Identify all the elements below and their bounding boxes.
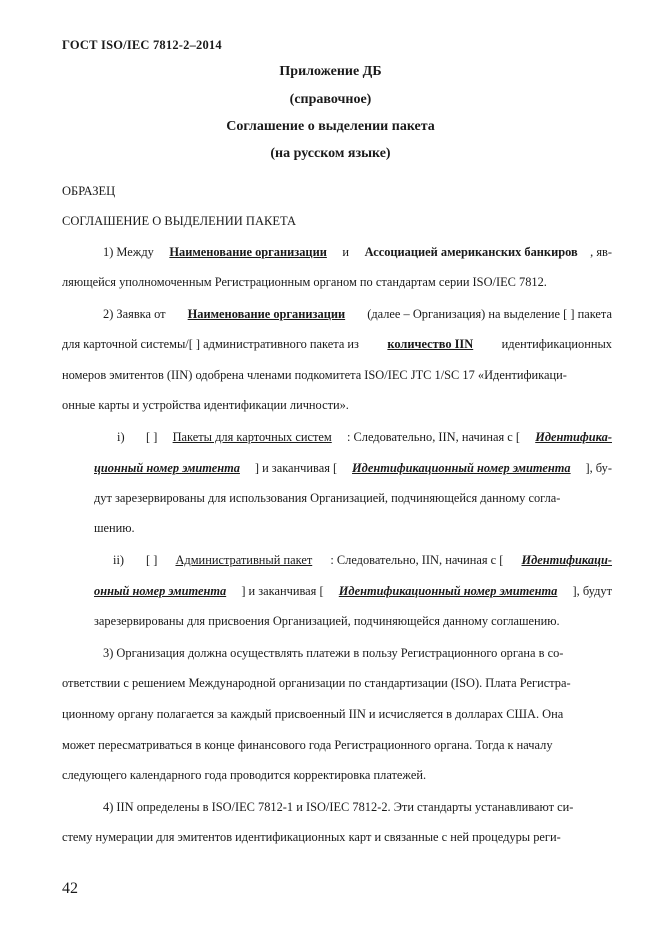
organization-name-placeholder: Наименование организации: [169, 245, 327, 259]
paragraph-3-line: может пересматриваться в конце финансового года Регистрационного органа. Тогда к началу: [62, 738, 553, 752]
item-i-line: дут зарезервированы для использования Организацией, подчиняющейся данному согла-: [94, 491, 561, 505]
item-i-number: i): [117, 430, 125, 444]
checkbox: [ ]: [146, 430, 158, 444]
agreement-heading: СОГЛАШЕНИЕ О ВЫДЕЛЕНИИ ПАКЕТА: [62, 214, 296, 228]
annex-subject: Соглашение о выделении пакета: [226, 119, 435, 134]
document-header: ГОСТ ISO/IEC 7812-2–2014: [62, 38, 222, 52]
organization-name-placeholder: Наименование организации: [187, 307, 346, 321]
paragraph-3-line: ответствии с решением Международной организации по стандартизации (ISO). Плата Регистра-: [62, 676, 571, 690]
paragraph-2-line: онные карты и устройства идентификации личности».: [62, 398, 349, 412]
iin-quantity-placeholder: количество IIN: [387, 337, 474, 351]
paragraph-2-line: для карточной системы/[ ] административного пакета из количество IIN идентификационных: [62, 337, 612, 351]
item-i-line: ционный номер эмитента ] и заканчивая [ Идентификационный номер эмитента ], бу-: [94, 461, 612, 475]
paragraph-4-line: 4) IIN определены в ISO/IEC 7812-1 и ISO/IEC 7812-2. Эти стандарты устанавливают си-: [103, 800, 574, 814]
page-number: 42: [62, 880, 78, 897]
paragraph-4-line: стему нумерации для эмитентов идентификационных карт и связанные с ней процедуры реги-: [62, 830, 561, 844]
item-ii-number: ii): [113, 553, 125, 567]
checkbox: [ ]: [146, 553, 158, 567]
paragraph-3-line: следующего календарного года проводится корректировка платежей.: [62, 768, 427, 782]
annex-language: (на русском языке): [270, 146, 391, 161]
paragraph-2-line: номеров эмитентов (IIN) одобрена членами подкомитета ISO/IEC JTC 1/SC 17 «Идентификаци-: [62, 368, 567, 382]
annex-title: Приложение ДБ: [279, 64, 382, 79]
sample-label: ОБРАЗЕЦ: [62, 184, 116, 198]
item-ii-line: зарезервированы для присвоения Организацией, подчиняющейся данному соглашению.: [94, 614, 560, 628]
paragraph-1-line: 1) Между Наименование организации и Ассоциацией американских банкиров , яв-: [103, 245, 612, 259]
paragraph-3-line: ционному органу полагается за каждый присвоенный IIN и исчисляется в долларах США. Она: [62, 707, 564, 721]
paragraph-1-line: ляющейся уполномоченным Регистрационным органом по стандартам серии ISO/IEC 7812.: [62, 275, 547, 289]
paragraph-2-line: 2) Заявка от Наименование организации (далее – Организация) на выделение [ ] пакета: [103, 307, 612, 321]
annex-type: (справочное): [289, 92, 372, 107]
item-ii-line: онный номер эмитента ] и заканчивая [ Идентификационный номер эмитента ], будут: [94, 584, 612, 598]
item-i-line: [ ] Пакеты для карточных систем : Следовательно, IIN, начиная с [ Идентифика-: [146, 430, 612, 444]
item-ii-line: [ ] Административный пакет : Следовательно, IIN, начиная с [ Идентификаци-: [146, 553, 612, 567]
paragraph-3-line: 3) Организация должна осуществлять платежи в пользу Регистрационного органа в со-: [103, 646, 564, 660]
item-i-line: шению.: [94, 521, 135, 535]
